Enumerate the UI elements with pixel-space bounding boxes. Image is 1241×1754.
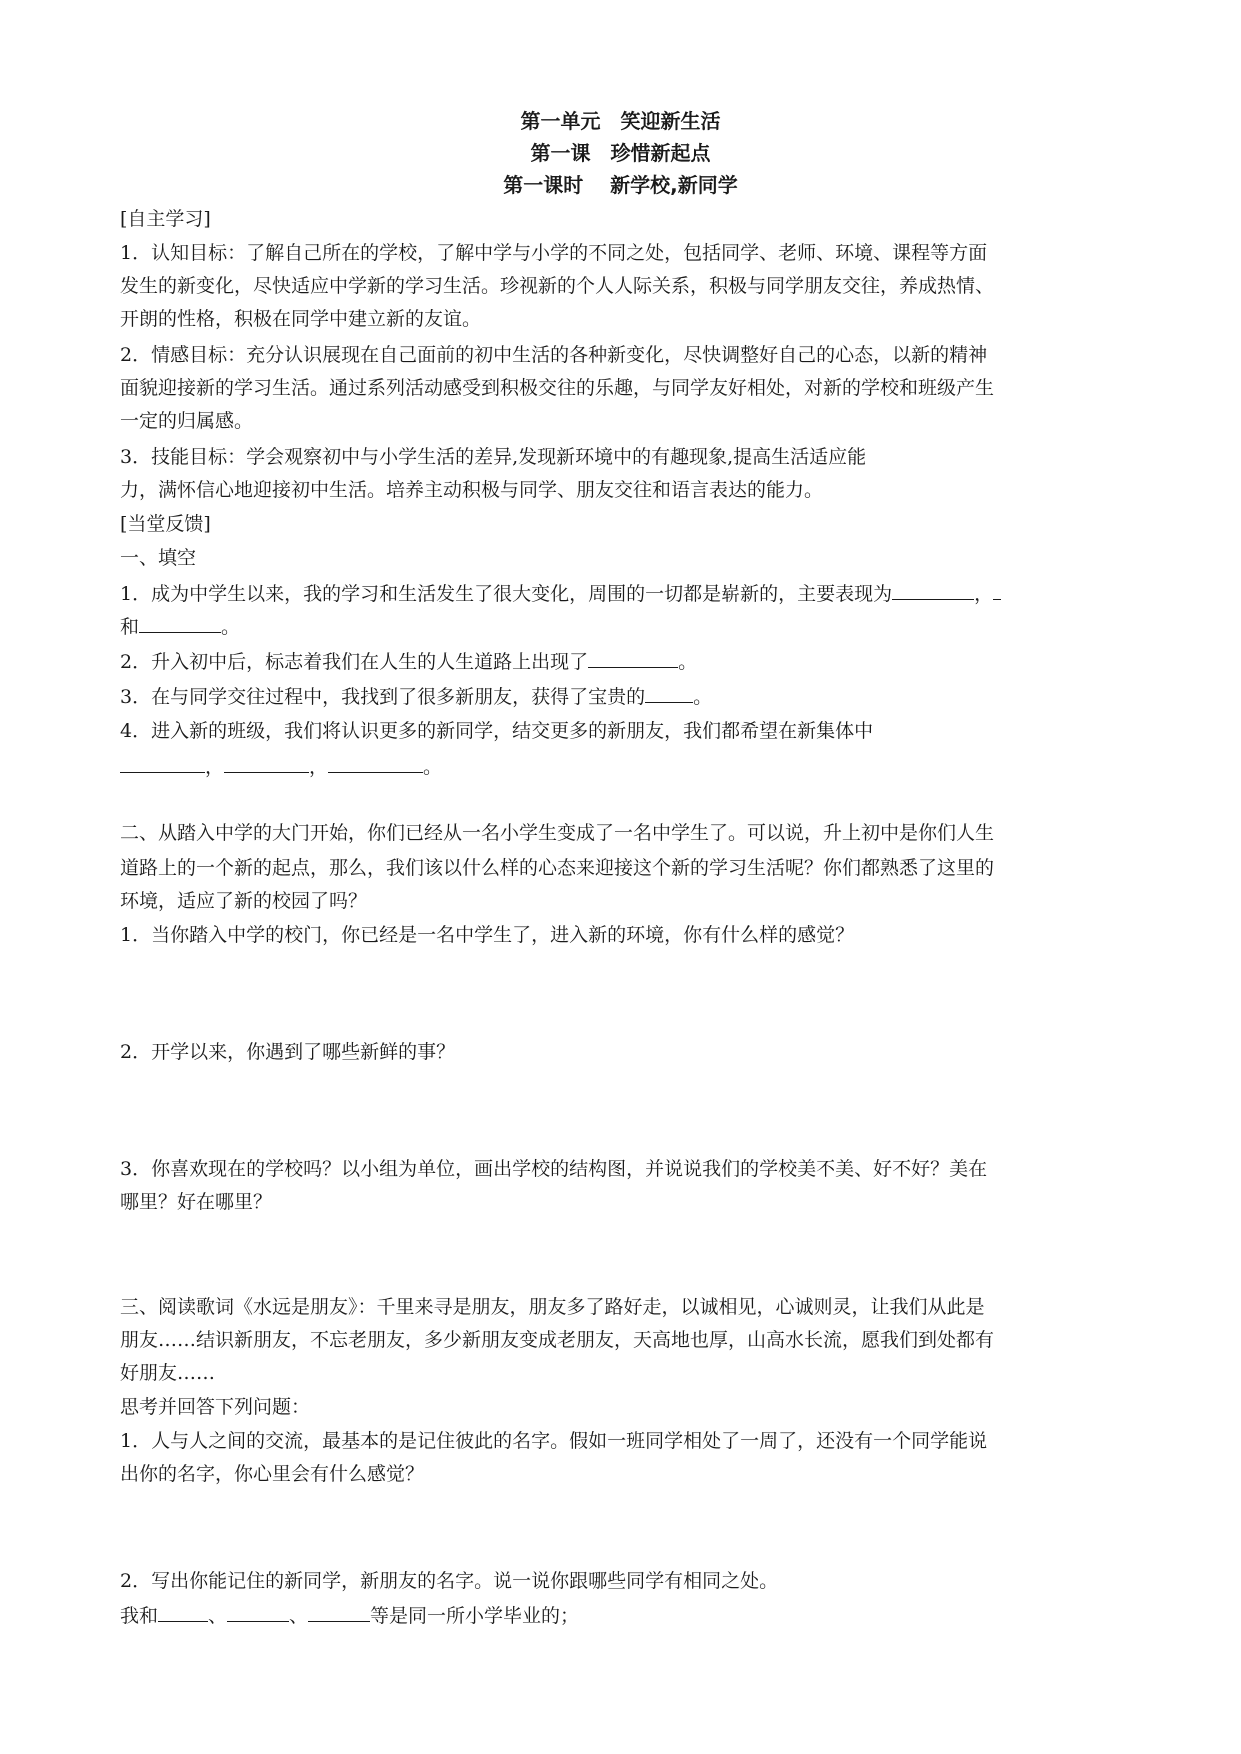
separator: 、 [289, 1605, 309, 1627]
period-title: 第一课时 新学校,新同学 [503, 173, 738, 197]
answer-blank[interactable] [120, 753, 205, 773]
answer-blank[interactable] [892, 580, 974, 600]
period-mark: 。 [678, 651, 698, 673]
goal-2-line-3: 一定的归属感。 [120, 410, 254, 432]
period-mark: 。 [221, 616, 241, 638]
part-2-question-3-line-1: 3．你喜欢现在的学校吗？以小组为单位，画出学校的结构图，并说说我们的学校美不美、好不好？美在 [120, 1158, 988, 1180]
answer-blank[interactable] [993, 580, 1001, 600]
fill-question-4: 4．进入新的班级，我们将认识更多的新同学，结交更多的新朋友，我们都希望在新集体中 [120, 720, 874, 742]
period-mark: 。 [693, 686, 713, 708]
part-3-intro-line-2: 朋友……结识新朋友，不忘老朋友，多少新朋友变成老朋友，天高地也厚，山高水长流，愿我们到处都有 [120, 1329, 995, 1351]
answer-blank[interactable] [328, 753, 423, 773]
section-self-study: [自主学习] [120, 208, 211, 230]
part-3-question-2-fill [120, 1602, 579, 1629]
separator: 、 [208, 1605, 228, 1627]
goal-1-line-1: 1．认知目标：了解自己所在的学校，了解中学与小学的不同之处，包括同学、老师、环境、课程等方面 [120, 242, 988, 264]
fill-question-2 [120, 648, 697, 675]
part-2-question-2: 2．开学以来，你遇到了哪些新鲜的事？ [120, 1041, 456, 1063]
part-3-intro-line-1: 三、阅读歌词《水远是朋友》：千里来寻是朋友，朋友多了路好走，以诚相见，心诚则灵，让我们从此是 [120, 1296, 985, 1318]
answer-blank[interactable] [227, 1602, 289, 1622]
part-2-question-3-line-2: 哪里？好在哪里？ [120, 1191, 273, 1213]
goal-2-line-1: 2．情感目标：充分认识展现在自己面前的初中生活的各种新变化，尽快调整好自己的心态，以新的精神 [120, 344, 988, 366]
part-2-intro-line-3: 环境，适应了新的校园了吗？ [120, 890, 368, 912]
answer-blank[interactable] [158, 1602, 208, 1622]
part-3-question-1-line-1: 1．人与人之间的交流，最基本的是记住彼此的名字。假如一班同学相处了一周了，还没有一个同学能说 [120, 1430, 988, 1452]
answer-blank[interactable] [224, 753, 309, 773]
fill-suffix: 等是同一所小学毕业的； [370, 1605, 580, 1627]
separator: ， [309, 756, 329, 778]
answer-blank[interactable] [139, 613, 221, 633]
fill-question-1-cont [120, 613, 240, 640]
part-3-question-1-line-2: 出你的名字，你心里会有什么感觉？ [120, 1463, 425, 1485]
section-fill-blank: 一、填空 [120, 547, 197, 569]
period-mark: 。 [423, 756, 443, 778]
goal-3-line-1: 3．技能目标：学会观察初中与小学生活的差异,发现新环境中的有趣现象,提高生活适应能 [120, 446, 867, 468]
unit-title: 第一单元 笑迎新生活 [520, 109, 721, 133]
goal-1-line-3: 开朗的性格，积极在同学中建立新的友谊。 [120, 308, 482, 330]
separator: ， [974, 583, 994, 605]
fill-prefix: 我和 [120, 1605, 159, 1627]
lesson-title: 第一课 珍惜新起点 [530, 141, 711, 165]
goal-3-line-2: 力，满怀信心地迎接初中生活。培养主动积极与同学、朋友交往和语言表达的能力。 [120, 479, 824, 501]
part-2-intro-line-2: 道路上的一个新的起点，那么，我们该以什么样的心态来迎接这个新的学习生活呢？你们都熟悉了这里的 [120, 857, 995, 879]
fill-question-1 [120, 580, 1001, 607]
fill-question-2-text: 2．升入初中后，标志着我们在人生的人生道路上出现了 [120, 651, 589, 673]
fill-question-1-and: 和 [120, 616, 140, 638]
fill-question-4-blanks [120, 753, 442, 780]
goal-1-line-2: 发生的新变化，尽快适应中学新的学习生活。珍视新的个人人际关系，积极与同学朋友交往，养成热情、 [120, 275, 995, 297]
part-2-question-1: 1．当你踏入中学的校门，你已经是一名中学生了，进入新的环境，你有什么样的感觉？ [120, 924, 855, 946]
section-feedback: [当堂反馈] [120, 513, 211, 535]
fill-question-3-text: 3．在与同学交往过程中，我找到了很多新朋友，获得了宝贵的 [120, 686, 646, 708]
answer-blank[interactable] [588, 648, 678, 668]
separator: ， [205, 756, 225, 778]
part-2-intro-line-1: 二、从踏入中学的大门开始，你们已经从一名小学生变成了一名中学生了。可以说，升上初中是你们人生 [120, 822, 995, 844]
section-think-answer: 思考并回答下列问题： [120, 1396, 311, 1418]
fill-question-3 [120, 683, 712, 710]
fill-question-1-text: 1．成为中学生以来，我的学习和生活发生了很大变化，周围的一切都是崭新的，主要表现为 [120, 583, 893, 605]
part-3-intro-line-3: 好朋友…… [120, 1362, 216, 1384]
part-3-question-2: 2．写出你能记住的新同学，新朋友的名字。说一说你跟哪些同学有相同之处。 [120, 1570, 779, 1592]
answer-blank[interactable] [308, 1602, 370, 1622]
answer-blank[interactable] [645, 683, 693, 703]
goal-2-line-2: 面貌迎接新的学习生活。通过系列活动感受到积极交往的乐趣，与同学友好相处，对新的学校和班级产生 [120, 377, 995, 399]
